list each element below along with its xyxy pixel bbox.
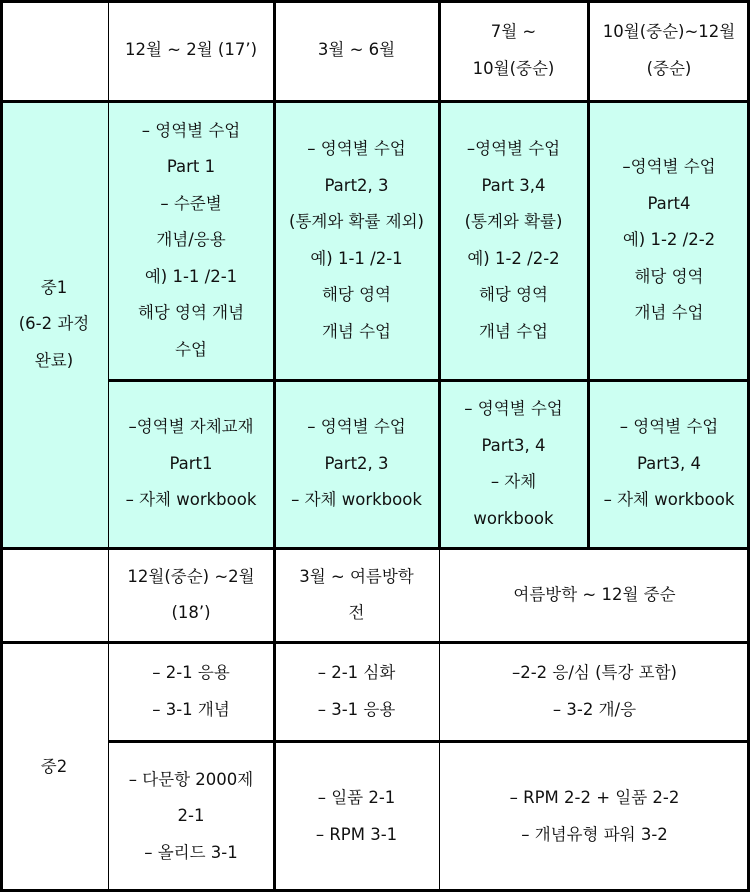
m1-lesson-cell bbox=[588, 101, 750, 380]
grid-line bbox=[108, 740, 750, 743]
cell-line: 전 bbox=[348, 603, 365, 622]
cell-line: –2-2 응/심 (특강 포함) bbox=[511, 663, 677, 682]
cell-line: – 자체 workbook bbox=[603, 490, 735, 510]
cell-line: 개념 수업 bbox=[634, 303, 704, 323]
cell-line: – 2-1 응용 bbox=[152, 663, 230, 682]
cell-line: – 자체 bbox=[490, 472, 537, 491]
period-header-m2-3 bbox=[439, 548, 750, 642]
period-header-4 bbox=[588, 0, 750, 101]
m1-workbook-cell bbox=[439, 380, 588, 548]
m1-lesson-cell bbox=[274, 101, 439, 380]
grid-line bbox=[273, 0, 276, 892]
cell-line: 예) 1-2 /2-2 bbox=[467, 248, 560, 268]
cell-line: Part4 bbox=[647, 193, 691, 213]
cell-line: 예) 1-1 /2-1 bbox=[144, 266, 238, 286]
period-header-1 bbox=[108, 0, 274, 101]
cell-line: 10월(중순) bbox=[472, 58, 555, 78]
cell-line: (6-2 과정 bbox=[18, 314, 90, 334]
cell-line: – 영역별 수업 bbox=[619, 417, 719, 437]
grid-line bbox=[0, 0, 750, 3]
cell-line: 수업 bbox=[175, 339, 207, 359]
m1-lesson-cell bbox=[439, 101, 588, 380]
corner-cell-2 bbox=[0, 548, 108, 642]
cell-line: – 영역별 수업 bbox=[141, 120, 241, 140]
grid-line bbox=[438, 0, 441, 548]
m2-book-cell bbox=[274, 741, 439, 892]
cell-line: Part1 bbox=[169, 453, 213, 473]
grid-line bbox=[0, 0, 3, 892]
m2-book-cell bbox=[439, 741, 750, 892]
grid-line bbox=[0, 547, 750, 550]
cell-line: (통계와 확률) bbox=[464, 212, 563, 231]
cell-line: – 자체 workbook bbox=[291, 490, 422, 510]
grid-line bbox=[439, 548, 440, 892]
cell-line: 해당 영역 bbox=[321, 285, 391, 304]
cell-line: (18’) bbox=[171, 603, 211, 622]
cell-line: Part3, 4 bbox=[481, 435, 546, 455]
cell-line: 3월 ~ 6월 bbox=[317, 40, 396, 60]
cell-line: – 다문항 2000제 bbox=[128, 769, 254, 789]
cell-line: – 올리드 3-1 bbox=[144, 842, 238, 862]
cell-line: – 2-1 심화 bbox=[317, 663, 396, 682]
grid-line bbox=[108, 379, 750, 382]
period-header-m2-2 bbox=[274, 548, 439, 642]
cell-line: Part 3,4 bbox=[481, 175, 546, 195]
cell-line: 2-1 bbox=[177, 806, 205, 826]
grid-line bbox=[0, 100, 750, 103]
cell-line: – 영역별 수업 bbox=[307, 139, 406, 158]
m2-book-cell bbox=[108, 741, 274, 892]
m1-lesson-cell bbox=[108, 101, 274, 380]
grid-line bbox=[0, 641, 750, 644]
m2-lesson-cell bbox=[274, 642, 439, 741]
cell-line: Part3, 4 bbox=[636, 453, 702, 473]
cell-line: 10월(중순)~12월 bbox=[602, 22, 736, 41]
m1-workbook-cell bbox=[108, 380, 274, 548]
cell-line: 해당 영역 bbox=[634, 266, 704, 286]
cell-line: – 3-2 개/응 bbox=[552, 699, 637, 719]
cell-line: – 영역별 수업 bbox=[307, 417, 406, 437]
cell-line: 중2 bbox=[40, 756, 68, 776]
period-header-m2-1 bbox=[108, 548, 274, 642]
cell-line: 3월 ~ 여름방학 bbox=[299, 566, 414, 586]
cell-line: 해당 영역 개념 bbox=[137, 303, 245, 323]
cell-line: – RPM 2-2 + 일품 2-2 bbox=[509, 788, 680, 807]
cell-line: workbook bbox=[473, 508, 554, 528]
m2-lesson-cell bbox=[439, 642, 750, 741]
m1-workbook-cell bbox=[588, 380, 750, 548]
grid-line bbox=[108, 0, 109, 892]
cell-line: 개념 수업 bbox=[321, 321, 391, 341]
cell-line: – 영역별 수업 bbox=[464, 399, 563, 418]
cell-line: – 수준별 bbox=[160, 193, 222, 213]
m2-lesson-cell bbox=[108, 642, 274, 741]
cell-line: (통계와 확률 제외) bbox=[289, 212, 424, 231]
cell-line: 해당 영역 bbox=[478, 285, 548, 304]
cell-line: 여름방학 ~ 12월 중순 bbox=[513, 584, 676, 604]
cell-line: Part 1 bbox=[166, 157, 216, 177]
cell-line: (중순) bbox=[646, 58, 692, 78]
grade-label-m2 bbox=[0, 642, 108, 892]
cell-line: 예) 1-1 /2-1 bbox=[310, 248, 403, 268]
cell-line: Part2, 3 bbox=[324, 175, 389, 195]
cell-line: – 자체 workbook bbox=[125, 490, 257, 510]
cell-line: 12월 ~ 2월 (17’) bbox=[124, 40, 258, 60]
cell-line: –영역별 자체교재 bbox=[128, 417, 254, 437]
cell-line: 개념 수업 bbox=[478, 321, 548, 341]
cell-line: 중1 bbox=[40, 277, 68, 297]
corner-cell bbox=[0, 0, 108, 101]
cell-line: Part2, 3 bbox=[324, 453, 389, 473]
cell-line: –영역별 수업 bbox=[622, 157, 716, 177]
period-header-2 bbox=[274, 0, 439, 101]
grade-label-m1 bbox=[0, 101, 108, 548]
cell-line: –영역별 수업 bbox=[466, 139, 561, 158]
m1-workbook-cell bbox=[274, 380, 439, 548]
cell-line: 완료) bbox=[34, 350, 74, 370]
cell-line: – 3-1 개념 bbox=[152, 699, 230, 719]
cell-line: – 일품 2-1 bbox=[317, 788, 396, 807]
grid-line bbox=[587, 0, 590, 548]
cell-line: – 개념유형 파워 3-2 bbox=[521, 824, 668, 844]
cell-line: 12월(중순) ~2월 bbox=[127, 566, 255, 586]
cell-line: 예) 1-2 /2-2 bbox=[622, 230, 716, 250]
cell-line: – 3-1 응용 bbox=[317, 699, 396, 719]
cell-line: 개념/응용 bbox=[156, 230, 226, 250]
cell-line: 7월 ~ bbox=[490, 22, 537, 41]
period-header-3 bbox=[439, 0, 588, 101]
cell-line: – RPM 3-1 bbox=[315, 824, 398, 844]
